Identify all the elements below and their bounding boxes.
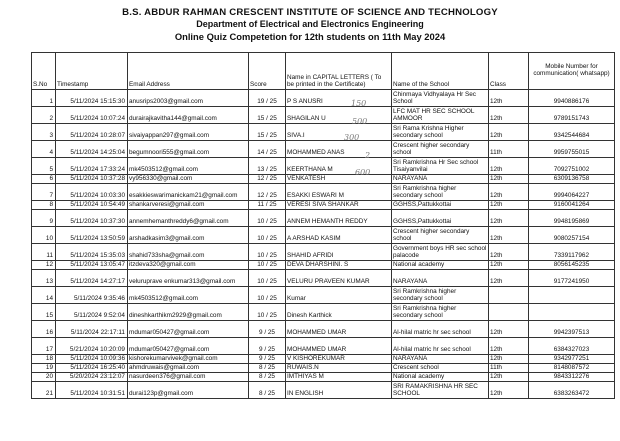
cell-email: dineshkarthikm2929@gmail.com: [128, 304, 249, 321]
cell-timestamp: 5/11/2024 10:37:28: [56, 175, 128, 184]
cell-name: IMTHIYAS M: [286, 373, 392, 382]
cell-class: 12th: [489, 90, 529, 107]
cell-name: V KISHOREKUMAR: [286, 355, 392, 364]
cell-score: 10 / 25: [249, 261, 286, 270]
cell-timestamp: 5/21/2024 10:20:09: [56, 338, 128, 355]
cell-sno: 8: [32, 201, 56, 210]
cell-mobile: 8148087572: [529, 364, 615, 373]
cell-score: 15 / 25: [249, 124, 286, 141]
cell-sno: 14: [32, 287, 56, 304]
table-row: [32, 158, 615, 175]
cell-score: 10 / 25: [249, 304, 286, 321]
cell-name: P S ANUSRI: [286, 90, 392, 107]
cell-class: 12th: [489, 373, 529, 382]
cell-email: arshadkasim3@gmail.com: [128, 227, 249, 244]
cell-mobile: 7339117962: [529, 244, 615, 261]
cell-mobile: 9940886176: [529, 90, 615, 107]
cell-mobile: 8056145235: [529, 261, 615, 270]
cell-score: 14 / 25: [249, 141, 286, 158]
cell-class: 12th: [489, 227, 529, 244]
cell-email: ahmdruwais@gmail.com: [128, 364, 249, 373]
cell-sno: 5: [32, 158, 56, 175]
cell-mobile: 9994064227: [529, 184, 615, 201]
cell-email: mk4503512@gmail.com: [128, 158, 249, 175]
table-row: [32, 382, 615, 399]
cell-name: RUWAIS.N: [286, 364, 392, 373]
cell-email: shankarveresi@gmail.com: [128, 201, 249, 210]
table-row: [32, 338, 615, 355]
cell-email: sivaiyappan297@gmail.com: [128, 124, 249, 141]
institution-title: B.S. ABDUR RAHMAN CRESCENT INSTITUTE OF SCIENCE AND TECHNOLOGY: [122, 7, 498, 18]
cell-sno: 20: [32, 373, 56, 382]
cell-school: National academy: [392, 261, 489, 270]
cell-school: Sri Ramkrishna higher secondary school: [392, 287, 489, 304]
cell-mobile: 9789151743: [529, 107, 615, 124]
table-row: [32, 227, 615, 244]
cell-email: annemhemanthreddy6@gmail.com: [128, 210, 249, 227]
cell-timestamp: 5/11/2024 10:03:30: [56, 184, 128, 201]
cell-timestamp: 5/11/2024 9:52:04: [56, 304, 128, 321]
cell-school: National academy: [392, 373, 489, 382]
table-row: [32, 175, 615, 184]
handwritten-mark: 300: [344, 133, 360, 142]
cell-mobile: 6383263472: [529, 382, 615, 399]
cell-score: 10 / 25: [249, 244, 286, 261]
cell-name: SHAGILAN U: [286, 107, 392, 124]
cell-school: Crescent school: [392, 364, 489, 373]
cell-score: 8 / 25: [249, 382, 286, 399]
col-header-email: Email Address: [128, 53, 249, 90]
cell-sno: 1: [32, 90, 56, 107]
cell-school: NARAYANA: [392, 270, 489, 287]
cell-sno: 7: [32, 184, 56, 201]
cell-name: Kumar: [286, 287, 392, 304]
cell-school: GGHSS,Pattukkottai: [392, 210, 489, 227]
cell-class: [489, 287, 529, 304]
table-row: [32, 270, 615, 287]
results-table: [31, 52, 615, 399]
cell-name: KEERTHANA M: [286, 158, 392, 175]
cell-score: 13 / 25: [249, 158, 286, 175]
cell-school: Sri Ramkrishna higher secondary school: [392, 304, 489, 321]
cell-email: veluruprave enkumar313@gmail.com: [128, 270, 249, 287]
cell-email: mdumar050427@gmail.com: [128, 338, 249, 355]
table-row: [32, 107, 615, 124]
cell-sno: 4: [32, 141, 56, 158]
handwritten-mark: 150: [351, 99, 367, 108]
cell-class: [489, 304, 529, 321]
cell-name: MOHAMMED ANAS: [286, 141, 392, 158]
cell-school: SRI RAMAKRISHNA HR SEC SCHOOL: [392, 382, 489, 399]
cell-score: 9 / 25: [249, 355, 286, 364]
table-row: [32, 355, 615, 364]
cell-mobile: 7092751002: [529, 158, 615, 175]
cell-school: Government boys HR sec school palacode: [392, 244, 489, 261]
cell-sno: 9: [32, 210, 56, 227]
cell-email: mdumar050427@gmail.com: [128, 321, 249, 338]
cell-mobile: 9177241950: [529, 270, 615, 287]
cell-mobile: 9342544684: [529, 124, 615, 141]
cell-mobile: 9843312276: [529, 373, 615, 382]
cell-name: IN ENGLISH: [286, 382, 392, 399]
cell-timestamp: 5/11/2024 17:33:24: [56, 158, 128, 175]
cell-sno: 15: [32, 304, 56, 321]
cell-name: VERESI SIVA SHANKAR: [286, 201, 392, 210]
cell-class: 12th: [489, 201, 529, 210]
cell-sno: 11: [32, 244, 56, 261]
table-row: [32, 261, 615, 270]
department-title: Department of Electrical and Electronics Engineering: [196, 19, 424, 29]
cell-sno: 3: [32, 124, 56, 141]
cell-class: 12th: [489, 244, 529, 261]
cell-score: 9 / 25: [249, 321, 286, 338]
table-row: [32, 304, 615, 321]
cell-email: itzdeva320@gmail.com: [128, 261, 249, 270]
cell-score: 10 / 25: [249, 287, 286, 304]
cell-class: 12th: [489, 124, 529, 141]
cell-name: Dinesh Karthick: [286, 304, 392, 321]
cell-score: 11 / 25: [249, 201, 286, 210]
cell-score: 9 / 25: [249, 338, 286, 355]
cell-class: 12th: [489, 107, 529, 124]
cell-email: durairajkavitha144@gmail.com: [128, 107, 249, 124]
cell-timestamp: 5/11/2024 10:31:51: [56, 382, 128, 399]
cell-timestamp: 5/11/2024 10:54:49: [56, 201, 128, 210]
cell-class: 12th: [489, 338, 529, 355]
cell-timestamp: 5/11/2024 10:07:24: [56, 107, 128, 124]
cell-mobile: 9959755015: [529, 141, 615, 158]
cell-class: 12th: [489, 184, 529, 201]
cell-email: nasurdeen376@gmail.com: [128, 373, 249, 382]
cell-timestamp: 5/20/2024 23:12:07: [56, 373, 128, 382]
table-row: [32, 201, 615, 210]
table-row: [32, 321, 615, 338]
cell-score: 12 / 25: [249, 175, 286, 184]
cell-email: shahid733sha@gmail.com: [128, 244, 249, 261]
cell-sno: 19: [32, 364, 56, 373]
cell-class: 12th: [489, 175, 529, 184]
cell-score: 8 / 25: [249, 373, 286, 382]
cell-name: MOHAMMED UMAR: [286, 338, 392, 355]
cell-mobile: 9080257154: [529, 227, 615, 244]
cell-mobile: 9942397513: [529, 321, 615, 338]
cell-score: 12 / 25: [249, 184, 286, 201]
table-row: [32, 364, 615, 373]
cell-school: Crescent higher secondary school: [392, 227, 489, 244]
cell-name: SIVA.I: [286, 124, 392, 141]
cell-school: Crescent higher secondary school: [392, 141, 489, 158]
cell-email: mk4503512@gmail.com: [128, 287, 249, 304]
cell-mobile: 6384327023: [529, 338, 615, 355]
handwritten-mark: 2: [365, 151, 371, 160]
cell-class: 12th: [489, 261, 529, 270]
col-header-mobile: Mobile Number for communication( whatsapp): [529, 53, 615, 90]
cell-email: anusrips2003@gmail.com: [128, 90, 249, 107]
cell-class: 12th: [489, 382, 529, 399]
event-title: Online Quiz Competetion for 12th students on 11th May 2024: [174, 31, 446, 42]
cell-email: durai123p@gmail.com: [128, 382, 249, 399]
cell-school: Chinmaya Vidhyalaya Hr Sec School: [392, 90, 489, 107]
cell-mobile: 9160041264: [529, 201, 615, 210]
cell-school: LFC MAT HR SEC SCHOOL AMMOOR: [392, 107, 489, 124]
cell-class: 12th: [489, 355, 529, 364]
cell-sno: 12: [32, 261, 56, 270]
cell-class: 12th: [489, 210, 529, 227]
cell-sno: 13: [32, 270, 56, 287]
cell-timestamp: 5/11/2024 14:25:04: [56, 141, 128, 158]
cell-score: 10 / 25: [249, 227, 286, 244]
cell-sno: 6: [32, 175, 56, 184]
table-row: [32, 210, 615, 227]
cell-score: 10 / 25: [249, 210, 286, 227]
cell-mobile: 6309136758: [529, 175, 615, 184]
cell-timestamp: 5/11/2024 9:35:46: [56, 287, 128, 304]
cell-class: 12th: [489, 321, 529, 338]
table-row: [32, 287, 615, 304]
col-header-name: Name in CAPITAL LETTERS ( To be printed in the Certificate): [286, 53, 392, 90]
handwritten-mark: 600: [355, 168, 371, 177]
cell-name: DEVA DHARSHINI. S: [286, 261, 392, 270]
cell-school: Al-hilal matric hr sec school: [392, 338, 489, 355]
col-header-score: Score: [249, 53, 286, 90]
cell-timestamp: 5/11/2024 10:28:07: [56, 124, 128, 141]
cell-sno: 17: [32, 338, 56, 355]
cell-timestamp: 5/11/2024 13:05:47: [56, 261, 128, 270]
table-row: [32, 141, 615, 158]
cell-mobile: 9342977251: [529, 355, 615, 364]
cell-sno: 18: [32, 355, 56, 364]
cell-name: A ARSHAD KASIM: [286, 227, 392, 244]
cell-score: 19 / 25: [249, 90, 286, 107]
cell-sno: 10: [32, 227, 56, 244]
cell-school: Sri Rama Krishna Higher secondary school: [392, 124, 489, 141]
cell-sno: 2: [32, 107, 56, 124]
cell-name: ESAKKI ESWARI M: [286, 184, 392, 201]
table-row: [32, 244, 615, 261]
cell-email: kishorekumarvivek@gmail.com: [128, 355, 249, 364]
cell-mobile: 9948195869: [529, 210, 615, 227]
cell-timestamp: 5/11/2024 15:35:03: [56, 244, 128, 261]
cell-email: esakkieswarimanickam21@gmail.com: [128, 184, 249, 201]
cell-class: 11th: [489, 364, 529, 373]
cell-timestamp: 5/11/2024 22:17:11: [56, 321, 128, 338]
cell-class: 12th: [489, 158, 529, 175]
cell-email: vy956330@gmail.com: [128, 175, 249, 184]
cell-class: 12th: [489, 270, 529, 287]
cell-timestamp: 5/11/2024 13:50:59: [56, 227, 128, 244]
table-row: [32, 124, 615, 141]
col-header-timestamp: Timestamp: [56, 53, 128, 90]
cell-timestamp: 5/11/2024 15:15:30: [56, 90, 128, 107]
cell-score: 10 / 25: [249, 270, 286, 287]
cell-mobile: [529, 304, 615, 321]
cell-class: 11th: [489, 141, 529, 158]
cell-timestamp: 5/11/2024 14:27:17: [56, 270, 128, 287]
cell-name: SHAHID AFRIDI: [286, 244, 392, 261]
cell-school: NARAYANA: [392, 175, 489, 184]
cell-timestamp: 5/11/2024 10:37:30: [56, 210, 128, 227]
cell-school: Sri Ramkrishna higher secondary school: [392, 184, 489, 201]
cell-name: VENKATESH: [286, 175, 392, 184]
cell-timestamp: 5/11/2024 16:25:40: [56, 364, 128, 373]
cell-school: Sri Ramkrishna Hr Sec school Tisaiyanvilai: [392, 158, 489, 175]
col-header-school: Name of the School: [392, 53, 489, 90]
cell-score: 15 / 25: [249, 107, 286, 124]
cell-name: ANNEM HEMANTH REDDY: [286, 210, 392, 227]
cell-school: Al-hilal matric hr sec school: [392, 321, 489, 338]
header-row: [32, 53, 615, 90]
table-row: [32, 373, 615, 382]
cell-mobile: [529, 287, 615, 304]
cell-sno: 21: [32, 382, 56, 399]
cell-name: MOHAMMED UMAR: [286, 321, 392, 338]
cell-school: NARAYANA: [392, 355, 489, 364]
handwritten-mark: 500: [352, 117, 368, 126]
cell-sno: 16: [32, 321, 56, 338]
cell-email: begumnoori555@gmail.com: [128, 141, 249, 158]
cell-timestamp: 5/11/2024 10:09:36: [56, 355, 128, 364]
cell-name: VELURU PRAVEEN KUMAR: [286, 270, 392, 287]
table-row: [32, 90, 615, 107]
cell-score: 8 / 25: [249, 364, 286, 373]
cell-school: GGHSS,Pattukkottai: [392, 201, 489, 210]
table-row: [32, 184, 615, 201]
col-header-class: Class: [489, 53, 529, 90]
col-header-sno: S.No: [32, 53, 56, 90]
